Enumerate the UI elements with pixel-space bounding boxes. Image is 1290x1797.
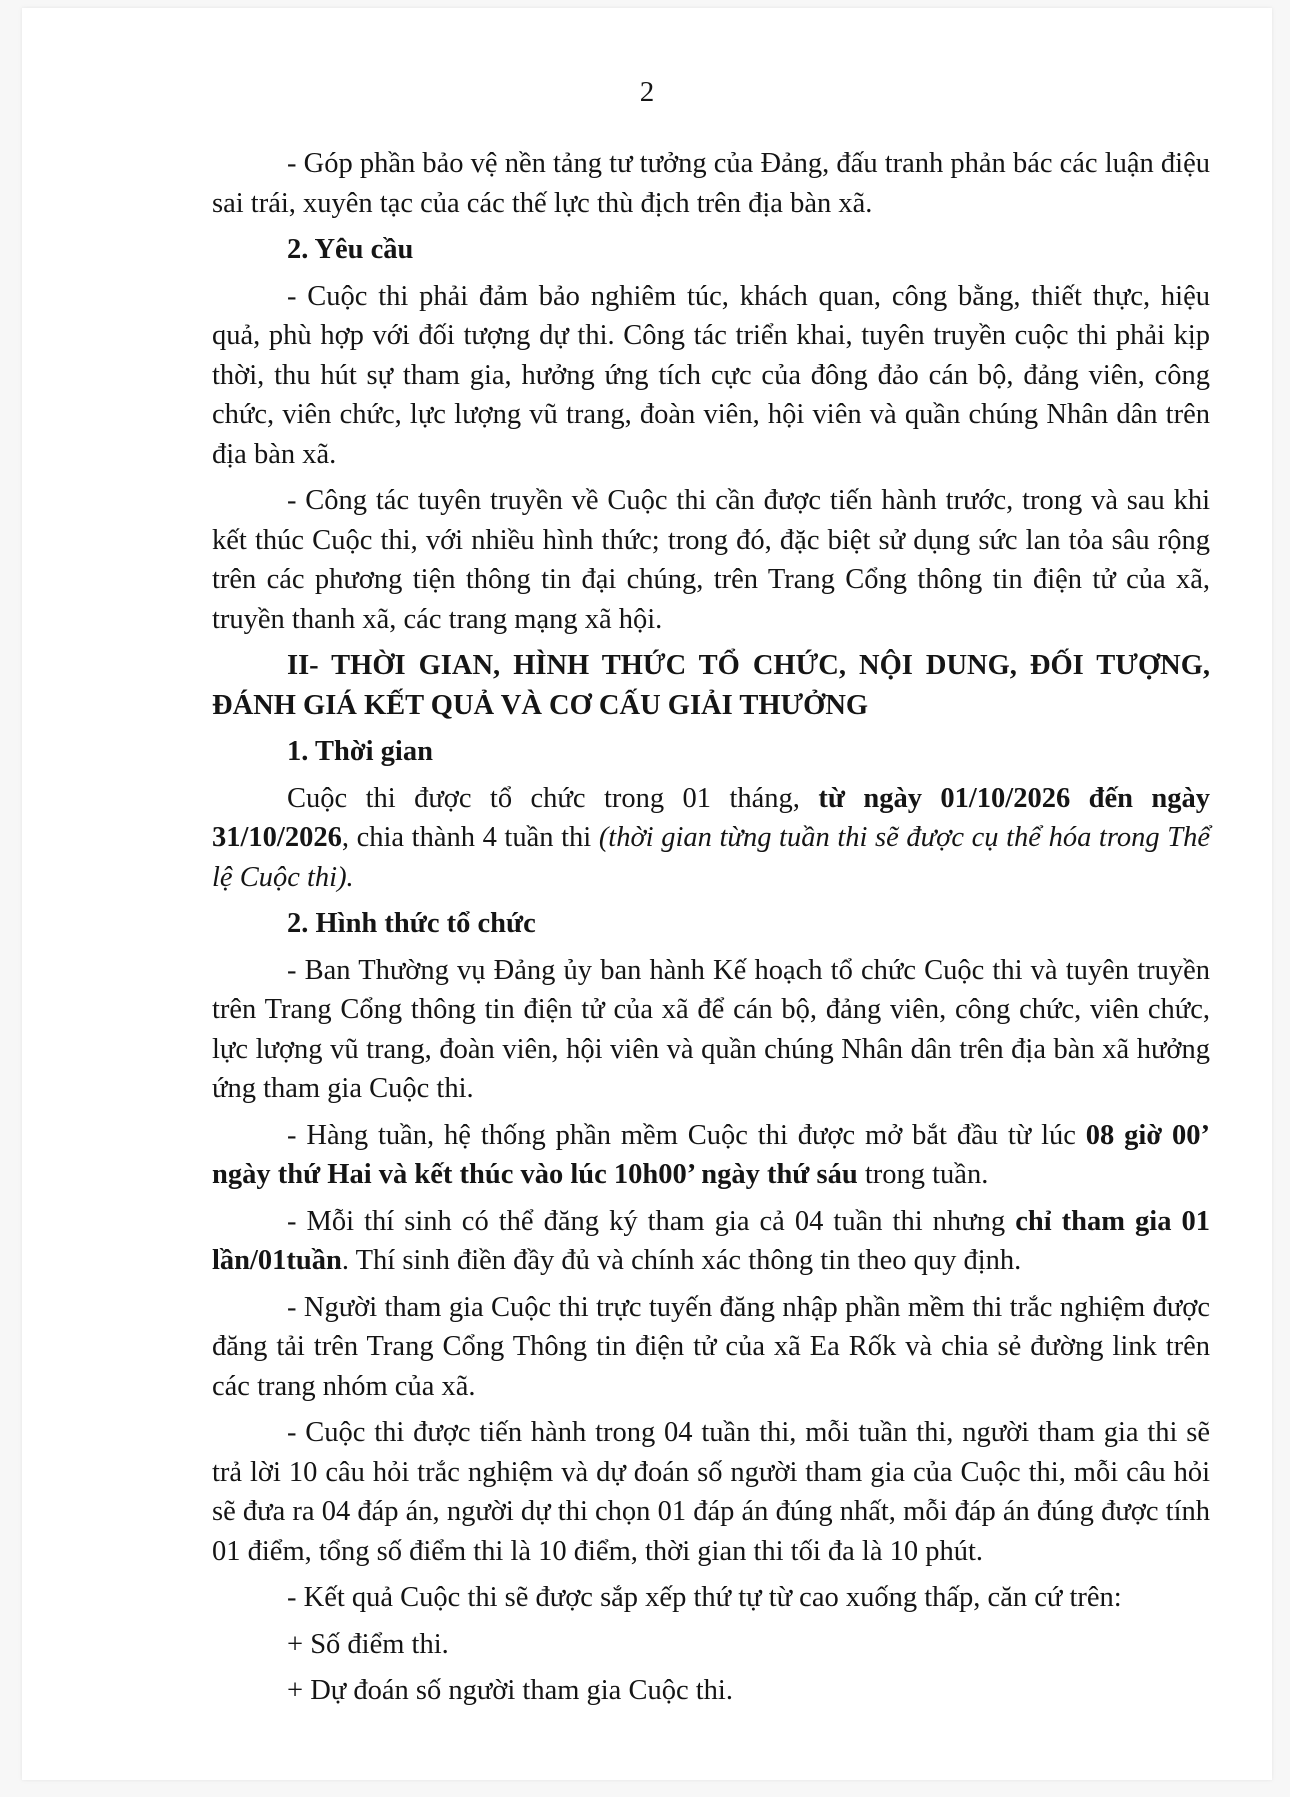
document-sheet xyxy=(22,8,1272,1780)
heading-requirements: 2. Yêu cầu xyxy=(287,234,414,265)
paragraph-requirement-propaganda: - Công tác tuyên truyền về Cuộc thi cần được tiến hành trước, trong và sau khi kết thúc Cuộc thi, với nhiều hình thức; trong đó, đặc biệt sử dụng sức lan tỏa sâu rộng trên các phương tiện thông tin đại chúng, trên Trang Cổng thông tin điện tử của xã, truyền thanh xã, các trang mạng xã hội. xyxy=(212,485,1210,635)
paragraph-defend-ideology: - Góp phần bảo vệ nền tảng tư tưởng của Đảng, đấu tranh phản bác các luận điệu sai trái, xuyên tạc của các thế lực thù địch trên địa bàn xã. xyxy=(212,148,1210,219)
paragraph-weekly-schedule xyxy=(212,1116,1210,1195)
heading-time: 1. Thời gian xyxy=(287,736,433,767)
limit-text-1: - Mỗi thí sinh có thể đăng ký tham gia cả 04 tuần thi nhưng xyxy=(287,1205,1016,1237)
page-number: 2 xyxy=(639,76,655,108)
limit-rule: chỉ tham gia 01 lần/01tuần xyxy=(212,1205,1211,1276)
paragraph-contest-rules: - Cuộc thi được tiến hành trong 04 tuần thi, mỗi tuần thi, người tham gia thi sẽ trả lời 10 câu hỏi trắc nghiệm và dự đoán số người tham gia của Cuộc thi, mỗi câu hỏi sẽ đưa ra 04 đáp án, người dự thi chọn 01 đáp án đúng nhất, mỗi đáp án đúng được tính 01 điểm, tổng số điểm thi là 10 điểm, thời gian thi tối đa là 10 phút. xyxy=(212,1417,1210,1567)
document-body xyxy=(212,144,1210,1718)
time-text-2: , chia thành 4 tuần thi xyxy=(341,822,599,853)
time-note: (thời gian từng tuần thi sẽ được cụ thể hóa trong Thể lệ Cuộc thi). xyxy=(212,822,1210,893)
paragraph-results-ranking: - Kết quả Cuộc thi sẽ được sắp xếp thứ tự từ cao xuống thấp, căn cứ trên: xyxy=(287,1582,1122,1613)
time-text-1: Cuộc thi được tổ chức trong 01 tháng, xyxy=(287,782,819,814)
schedule-text-1: - Hàng tuần, hệ thống phần mềm Cuộc thi được mở bắt đầu từ lúc xyxy=(287,1119,1086,1151)
paragraph-criterion-score: + Số điểm thi. xyxy=(287,1628,449,1660)
paragraph-participation-limit xyxy=(212,1202,1210,1281)
paragraph-requirement-seriousness: - Cuộc thi phải đảm bảo nghiêm túc, khách quan, công bằng, thiết thực, hiệu quả, phù hợp với đối tượng dự thi. Công tác triển khai, tuyên truyền cuộc thi phải kịp thời, thu hút sự tham gia, hưởng ứng tích cực của đông đảo cán bộ, đảng viên, công chức, viên chức, lực lượng vũ trang, đoàn viên, hội viên và quần chúng Nhân dân trên địa bàn xã. xyxy=(212,280,1210,470)
paragraph-criterion-prediction: + Dự đoán số người tham gia Cuộc thi. xyxy=(287,1675,733,1706)
paragraph-online-login: - Người tham gia Cuộc thi trực tuyến đăng nhập phần mềm thi trắc nghiệm được đăng tải trên Trang Cổng Thông tin điện tử của xã Ea Rốk và chia sẻ đường link trên các trang nhóm của xã. xyxy=(212,1291,1210,1402)
schedule-hours: 08 giờ 00’ ngày thứ Hai và kết thúc vào lúc 10h00’ ngày thứ sáu xyxy=(212,1119,1210,1190)
limit-text-2: . Thí sinh điền đầy đủ và chính xác thông tin theo quy định. xyxy=(341,1245,1022,1276)
paragraph-format-plan: - Ban Thường vụ Đảng ủy ban hành Kế hoạch tổ chức Cuộc thi và tuyên truyền trên Trang Cổng thông tin điện tử của xã để cán bộ, đảng viên, công chức, viên chức, lực lượng vũ trang, đoàn viên, hội viên và quần chúng Nhân dân trên địa bàn xã hưởng ứng tham gia Cuộc thi. xyxy=(212,954,1210,1104)
paragraph-time xyxy=(212,779,1210,898)
heading-format: 2. Hình thức tổ chức xyxy=(287,908,536,939)
schedule-text-2: trong tuần. xyxy=(857,1159,989,1190)
section-heading-organization: II- THỜI GIAN, HÌNH THỨC TỔ CHỨC, NỘI DUNG, ĐỐI TƯỢNG, ĐÁNH GIÁ KẾT QUẢ VÀ CƠ CẤU GIẢI THƯỞNG xyxy=(212,650,1210,721)
time-dates: từ ngày 01/10/2026 đến ngày 31/10/2026 xyxy=(212,782,1211,853)
